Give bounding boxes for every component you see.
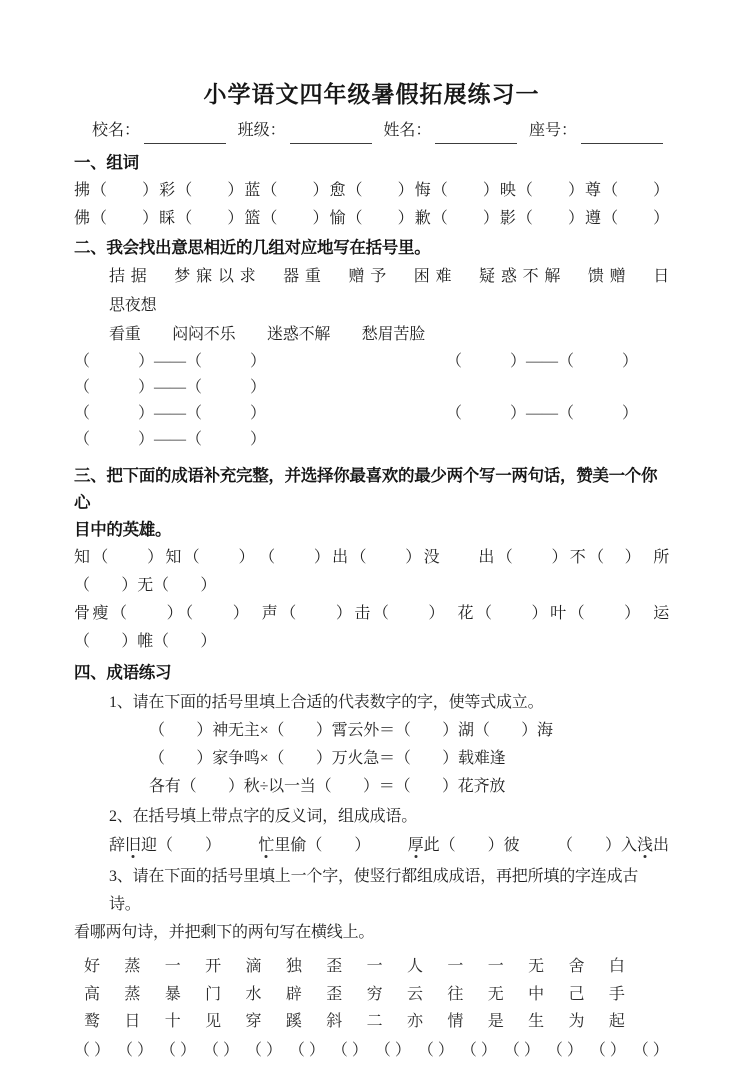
class-label: 班级：	[237, 122, 286, 139]
grid-char: 一	[366, 958, 383, 975]
antonym-phrase: 忙里偷（ ）	[258, 837, 371, 854]
idiom-completion-line: （ ）无（ ）	[74, 577, 217, 594]
idiom-equation-line: 各有（ ）秋÷以一当（ ）＝（ ）花齐放	[149, 778, 506, 795]
grid-char: 为	[568, 1013, 585, 1030]
grid-char: 无	[487, 985, 504, 1003]
name-label: 姓名：	[383, 122, 432, 139]
word-bank-line: 拮据 梦寐以求 器重 赠予 困难 疑惑不解 馈赠 日	[109, 268, 669, 285]
class-field	[238, 118, 372, 144]
section-4-heading: 四、成语练习	[74, 664, 172, 682]
answer-bracket: （ ）	[417, 1041, 454, 1059]
match-pair-left: （ ）——（ ）	[74, 353, 267, 370]
answer-bracket: （ ）	[374, 1041, 411, 1059]
idiom-grid-row	[74, 953, 669, 981]
grid-char: 穷	[366, 985, 383, 1003]
grid-char: 亦	[407, 1013, 424, 1030]
school-name-field	[92, 118, 226, 144]
grid-char: 滴	[245, 958, 262, 975]
grid-char: 舍	[568, 958, 585, 975]
question-3-prompt: 3、请在下面的括号里填上一个字，使竖行都组成成语，再把所填的字连成古诗。	[109, 868, 639, 913]
antonym-idiom-row	[74, 831, 669, 861]
class-blank	[290, 124, 372, 144]
idiom-completion-line: 骨瘦（ ）（ ） 声（ ）击（ ） 花（ ）叶（ ） 运	[74, 605, 669, 622]
grid-char: 暴	[164, 985, 181, 1003]
grid-char: 蒸	[124, 958, 141, 975]
grid-char: 手	[608, 985, 625, 1003]
answer-bracket: （ ）	[116, 1041, 153, 1059]
answer-bracket: （ ）	[589, 1041, 626, 1059]
grid-char: 生	[528, 1013, 545, 1030]
match-pair-row	[74, 401, 669, 427]
dotted-char: 旧	[125, 837, 142, 854]
grid-char: 蒸	[124, 985, 141, 1003]
match-pair-row	[74, 427, 669, 453]
match-pair-left: （ ）——（ ）	[74, 405, 267, 422]
idiom-grid-row	[74, 981, 669, 1009]
section-1-heading: 一、组词	[74, 154, 139, 172]
grid-char: 开	[205, 958, 222, 975]
idiom-equation-line: （ ）家争鸣×（ ）万火急＝（ ）载难逢	[149, 750, 506, 767]
match-pair-row	[74, 349, 669, 375]
grid-char: 门	[205, 985, 222, 1003]
answer-bracket: （ ）	[331, 1041, 368, 1059]
match-pair-right: （ ）——（ ）	[446, 405, 639, 422]
section-3-heading-cont: 目中的英雄。	[74, 521, 172, 539]
section-3-heading: 三、把下面的成语补充完整，并选择你最喜欢的最少两个写一两句话，赞美一个你心	[74, 467, 658, 512]
answer-bracket: （ ）	[546, 1041, 583, 1059]
antonym-phrase: 辞旧迎（ ）	[109, 837, 222, 854]
school-name-label: 校名：	[92, 122, 141, 139]
grid-char: 见	[205, 1013, 222, 1030]
grid-char: 一	[447, 958, 464, 975]
idiom-equation-line: （ ）神无主×（ ）霄云外＝（ ）湖（ ）海	[149, 722, 553, 739]
answer-bracket: （ ）	[503, 1041, 540, 1059]
antonym-phrase: 厚此（ ）彼	[407, 837, 520, 854]
answer-bracket: （ ）	[288, 1041, 325, 1059]
grid-char: 情	[447, 1013, 464, 1030]
match-pair-row	[74, 375, 669, 401]
grid-char: 蹊	[285, 1013, 302, 1030]
grid-char: 一	[487, 958, 504, 975]
answer-bracket: （ ）	[632, 1041, 669, 1059]
answer-bracket: （ ）	[460, 1041, 497, 1059]
grid-char: 高	[84, 985, 101, 1003]
answer-bracket: （ ）	[74, 1041, 111, 1059]
question-2-prompt: 2、在括号填上带点字的反义词，组成成语。	[109, 808, 418, 825]
grid-char: 好	[84, 958, 101, 975]
idiom-grid-row	[74, 1008, 669, 1036]
grid-char: 独	[285, 958, 302, 975]
grid-char: 往	[447, 985, 464, 1003]
idiom-completion-line: 知（ ）知（ ） （ ）出（ ）没 出（ ）不（ ） 所	[74, 549, 669, 566]
idiom-completion-line: （ ）帷（ ）	[74, 633, 217, 650]
dotted-char: 忙	[258, 837, 275, 854]
answer-bracket: （ ）	[202, 1041, 239, 1059]
seat-number-field	[529, 118, 663, 144]
answer-bracket: （ ）	[159, 1041, 196, 1059]
dotted-char: 厚	[407, 837, 424, 854]
word-bank-line: 思夜想	[109, 297, 157, 314]
question-3-prompt-cont: 看哪两句诗，并把剩下的两句写在横线上。	[74, 924, 375, 941]
answer-bracket: （ ）	[245, 1041, 282, 1059]
match-pair-left: （ ）——（ ）	[74, 431, 267, 448]
grid-char: 歪	[326, 958, 343, 975]
grid-char: 云	[407, 985, 424, 1003]
grid-char: 白	[608, 958, 625, 975]
school-name-blank	[144, 124, 226, 144]
grid-char: 斜	[326, 1013, 343, 1030]
page-title: 小学语文四年级暑假拓展练习一	[203, 81, 540, 107]
word-bank-line: 看重 闷闷不乐 迷惑不解 愁眉苦脸	[109, 326, 426, 343]
grid-char: 歪	[326, 985, 343, 1003]
grid-char: 二	[366, 1013, 383, 1030]
grid-char: 无	[528, 958, 545, 975]
grid-char: 起	[608, 1013, 625, 1030]
name-blank	[435, 124, 517, 144]
grid-char: 十	[164, 1013, 181, 1030]
grid-char: 己	[568, 985, 585, 1003]
grid-char: 水	[245, 985, 262, 1003]
grid-char: 鹜	[84, 1013, 101, 1030]
word-formation-row: 拂（ ）彩（ ）蓝（ ）愈（ ）悔（ ）映（ ）尊（ ）	[74, 182, 669, 199]
grid-char: 日	[124, 1013, 141, 1030]
name-field	[383, 118, 517, 144]
student-info-row	[92, 118, 663, 144]
grid-char: 穿	[245, 1013, 262, 1030]
word-formation-row: 佛（ ）睬（ ）篮（ ）愉（ ）歉（ ）影（ ）遵（ ）	[74, 210, 669, 227]
question-1-prompt: 1、请在下面的括号里填上合适的代表数字的字，使等式成立。	[109, 694, 544, 711]
grid-char: 辟	[285, 985, 302, 1003]
match-pair-left: （ ）——（ ）	[74, 379, 267, 396]
dotted-char: 浅	[636, 837, 653, 854]
grid-char: 一	[164, 958, 181, 975]
seat-number-label: 座号：	[528, 122, 577, 139]
antonym-phrase: （ ）入浅出	[556, 837, 669, 854]
synonym-word-bank	[74, 262, 669, 349]
seat-number-blank	[581, 124, 663, 144]
grid-char: 人	[407, 958, 424, 975]
grid-bracket-row	[74, 1036, 669, 1066]
grid-char: 中	[528, 985, 545, 1003]
grid-char: 是	[487, 1013, 504, 1030]
match-pair-right: （ ）——（ ）	[446, 353, 639, 370]
section-2-heading: 二、我会找出意思相近的几组对应地写在括号里。	[74, 239, 431, 257]
